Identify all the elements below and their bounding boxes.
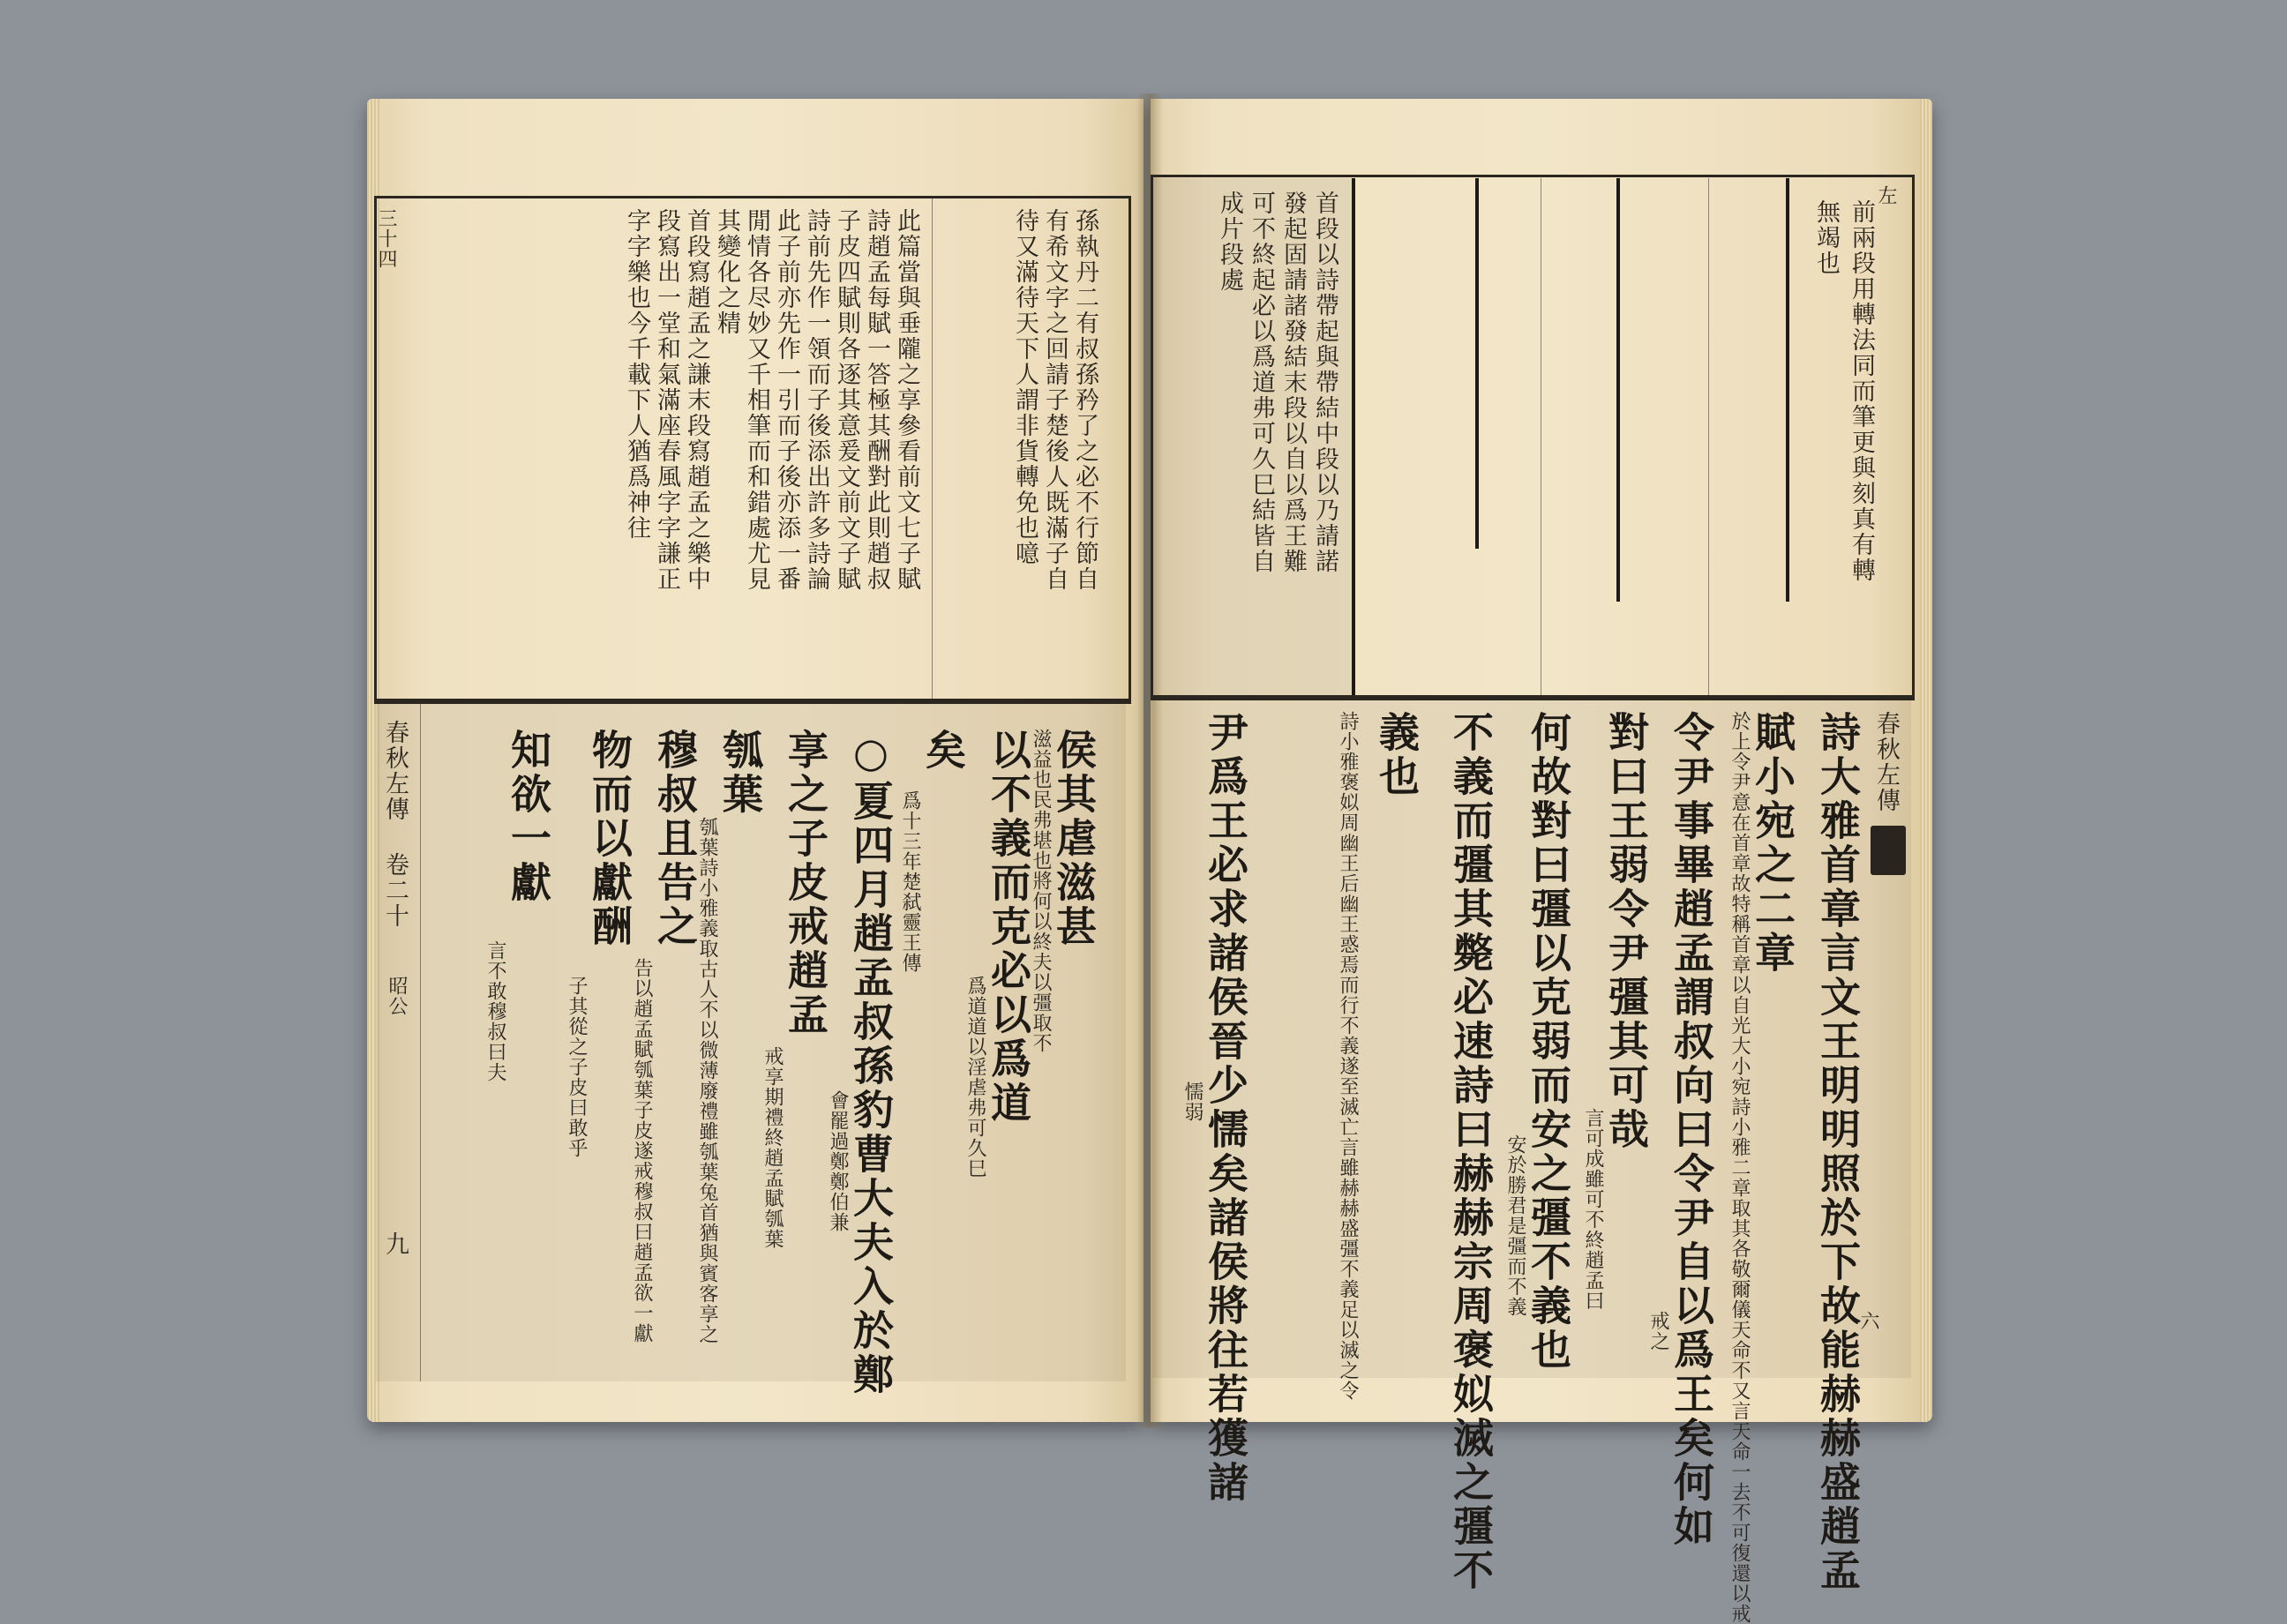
right-inset-column: 首段以詩帶起與帶結中段以乃請諾 xyxy=(1311,191,1338,574)
page-edge xyxy=(1920,99,1932,1422)
left-upper-column: 此子前亦先作一引而子後亦添一番 xyxy=(773,208,800,592)
right-upper-column: 前兩段用轉法同而筆更與刻真有轉 xyxy=(1848,199,1875,583)
right-inset-border xyxy=(1786,178,1789,602)
left-upper-column: 此篇當與垂隴之享參看前文七子賦 xyxy=(893,208,920,592)
right-page-header: 春秋左傳 xyxy=(1872,711,1900,813)
left-main-column: 瓠葉 xyxy=(716,729,764,817)
right-main-note: 言可成雖可不終趙孟曰 xyxy=(1582,1108,1604,1311)
right-main-note: 懦弱 xyxy=(1181,1081,1203,1122)
left-main-note: 告以趙孟賦瓠葉子皮遂戒穆叔曰趙孟欲一獻 xyxy=(631,958,653,1343)
right-main-column: 詩大雅首章言文王明明照於下故能赫赫盛趙孟 xyxy=(1814,711,1862,1593)
right-margin-note: 左 xyxy=(1875,185,1897,206)
open-book xyxy=(367,94,1932,1624)
left-upper-column: 段寫出一堂和氣滿座春風字字謙正 xyxy=(653,208,680,592)
right-inset-column: 成片段處 xyxy=(1216,191,1243,293)
left-upper-margin-note: 三十四 xyxy=(375,208,397,269)
right-main-note: 詩小雅褒姒周幽王后幽王惑焉而行不義遂至滅亡言雖赫赫盛彊不義足以滅之令 xyxy=(1337,711,1359,1401)
right-main-column: 義也 xyxy=(1373,711,1421,799)
left-upper-column: 首段寫趙孟之謙末段寫趙孟之樂中 xyxy=(683,208,710,592)
left-main-column: 知欲一獻 xyxy=(505,729,552,905)
volume-label: 卷二十 xyxy=(381,852,409,929)
left-upper-column: 其變化之精 xyxy=(713,208,740,336)
left-upper-column: 子皮四賦則各逐其意爰文前文子賦 xyxy=(833,208,860,592)
left-upper-column: 字字樂也今千載下人猶爲神往 xyxy=(623,208,650,541)
right-middle-rule xyxy=(1151,695,1915,698)
left-main-note: 爲道道以淫虐弗可久巳 xyxy=(964,976,986,1179)
left-main-note: 戒享期禮終趙孟賦瓠葉 xyxy=(761,1046,784,1249)
right-main-note: 於上令尹意在首章故特稱首章以自光大小宛詩小雅二章取其各敬爾儀天命不又言天命一去不可復還以戒 xyxy=(1728,711,1751,1624)
left-page-header: 春秋左傳 xyxy=(381,720,409,822)
right-main-column: 令尹事畢趙孟謂叔向曰令尹自以爲王矣何如 xyxy=(1668,711,1715,1549)
left-upper-column: 閒情各尽妙又千相筆而和錯處尤見 xyxy=(743,208,770,592)
right-inset-border xyxy=(1475,178,1479,549)
left-main-note: 爲十三年楚弑靈王傳 xyxy=(899,790,921,973)
left-main-column: 享之子皮戒趙孟 xyxy=(782,729,829,1037)
right-main-column: 對曰王弱令尹彊其可哉 xyxy=(1602,711,1650,1152)
left-upper-column: 待又滿待天下人謂非貨轉免也噫 xyxy=(1011,208,1039,566)
right-inset-border xyxy=(1616,178,1620,602)
left-main-note: 言不敢穆叔曰夫 xyxy=(484,940,506,1082)
right-main-note: 安於勝君是彊而不義 xyxy=(1504,1134,1526,1317)
left-main-column: 侯其虐滋甚 xyxy=(1050,729,1098,949)
right-main-column: 何故對曰彊以克弱而安之彊不義也 xyxy=(1525,711,1572,1373)
left-main-column: 以不義而克必以爲道 xyxy=(985,729,1032,1126)
left-main-column: 矣 xyxy=(919,729,967,773)
reign-label: 昭公 xyxy=(386,976,408,1016)
right-upper-column: 無竭也 xyxy=(1812,199,1840,276)
right-main-column: 不義而彊其斃必速詩曰赫赫宗周褒姒滅之彊不 xyxy=(1447,711,1495,1593)
right-main-column: 尹爲王必求諸侯晉少懦矣諸侯將往若獲諸 xyxy=(1202,711,1249,1505)
left-margin-rule xyxy=(420,702,421,1381)
left-main-note: 瓠葉詩小雅義取古人不以微薄廢禮雖瓠葉兔首猶與賓客享之 xyxy=(696,817,718,1344)
right-inset-column: 可不終起必以爲道弗可久巳結皆自 xyxy=(1248,191,1275,574)
right-main-column: 賦小宛之二章 xyxy=(1749,711,1796,976)
left-divider xyxy=(932,198,933,699)
right-inset-column: 發起固請諸發結末段以自以爲王難 xyxy=(1279,191,1307,574)
left-main-note: 會罷過鄭鄭伯兼 xyxy=(827,1090,849,1232)
black-fishtail-mark xyxy=(1871,826,1906,875)
left-main-column: 穆叔且告之 xyxy=(651,729,699,949)
right-column-rule xyxy=(1708,178,1709,695)
left-upper-column: 詩前先作一領而子後添出許多詩論 xyxy=(803,208,830,592)
left-upper-column: 詩趙孟每賦一答極其酬對此則趙叔 xyxy=(863,208,890,592)
left-main-note: 子其從之子皮曰敢乎 xyxy=(566,976,588,1158)
right-main-note: 六 xyxy=(1857,1311,1879,1331)
left-main-column: 物而以獻酬 xyxy=(586,729,634,949)
right-main-note: 戒之 xyxy=(1647,1311,1669,1351)
left-main-note: 滋益也民弗堪也將何以終夫以彊取不 xyxy=(1030,729,1052,1053)
left-upper-column: 孫執丹二有叔孫矜了之必不行節自 xyxy=(1071,208,1099,592)
right-inset-border xyxy=(1352,178,1355,695)
left-middle-rule xyxy=(374,699,1131,701)
folio-number: 九 xyxy=(381,1231,409,1257)
left-main-column: ○夏四月趙孟叔孫豹曹大夫入於鄭 xyxy=(847,729,895,1397)
left-upper-column: 有希文字之回請子楚後人既滿子自 xyxy=(1041,208,1069,592)
